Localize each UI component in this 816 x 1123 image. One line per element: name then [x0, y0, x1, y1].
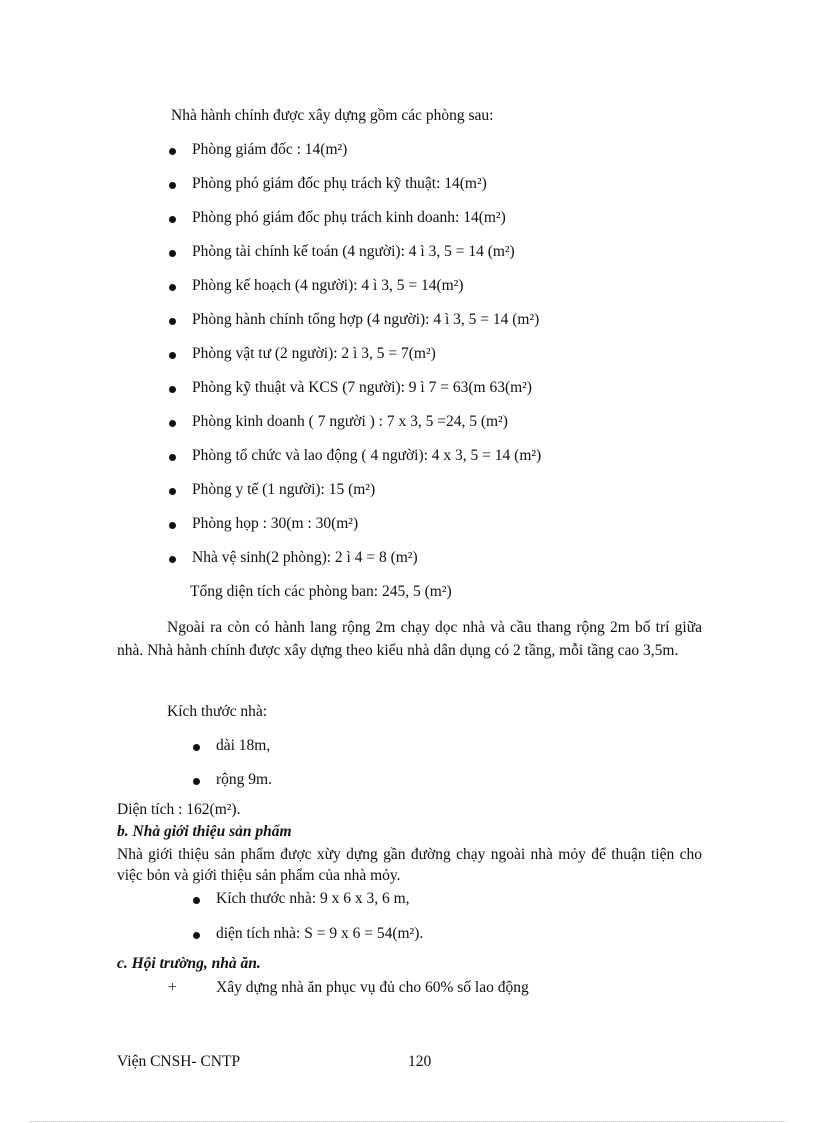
room-item [192, 345, 436, 363]
room-text: Nhà vệ sinh(2 phòng): 2 ì 4 = 8 (m²) [192, 549, 418, 566]
room-item [192, 515, 358, 533]
room-text: Phòng hành chính tổng hợp (4 người): 4 ì 3, 5 = 14 (m²) [192, 311, 540, 328]
section-b-item-text: diện tích nhà: S = 9 x 6 = 54(m²). [216, 925, 424, 942]
size-text: dài 18m, [216, 737, 271, 754]
section-c-title: c. Hội trường, nhà ăn. [117, 955, 261, 972]
room-item [192, 141, 347, 159]
bullet-icon [193, 744, 200, 751]
page-number: 120 [408, 1053, 432, 1070]
bullet-icon [169, 216, 176, 223]
room-text: Phòng tài chính kế toán (4 người): 4 ì 3, 5 = 14 (m²) [192, 243, 515, 260]
room-text: Phòng tổ chức và lao động ( 4 người): 4 x 3, 5 = 14 (m²) [192, 447, 542, 464]
bullet-icon [169, 284, 176, 291]
room-text: Phòng kế hoạch (4 người): 4 ì 3, 5 = 14(m²) [192, 277, 464, 294]
room-item [192, 379, 532, 397]
bullet-icon [169, 386, 176, 393]
room-item [192, 447, 541, 465]
room-text: Phòng phó giám đốc phụ trách kỹ thuật: 14(m²) [192, 175, 487, 192]
bullet-icon [193, 897, 200, 904]
room-item [192, 277, 464, 295]
room-text: Phòng giám đốc : 14(m²) [192, 141, 348, 158]
room-item [192, 243, 515, 261]
corridor-paragraph: Ngoài ra còn có hành lang rộng 2m chạy dọc nhà và cầu thang rộng 2m bố trí giữa nhà. Nhà hành chính được xây dựng theo kiểu nhà dân dụng có 2 tầng, mỗi tầng cao 3,5m. [117, 619, 702, 659]
page-bottom-divider [30, 1121, 786, 1122]
room-text: Phòng họp : 30(m : 30(m²) [192, 515, 359, 532]
section-b-text: Nhà giới thiệu sản phẩm được xừy dựng gần đường chạy ngoài nhà mỏy để thuận tiện cho việc bỏn và giới thiệu sản phẩm của nhà mỏy. [117, 846, 702, 884]
bullet-icon [169, 352, 176, 359]
section-b-title: b. Nhà giới thiệu sản phẩm [117, 823, 292, 840]
bullet-icon [169, 488, 176, 495]
bullet-icon [169, 454, 176, 461]
room-text: Phòng vật tư (2 người): 2 ì 3, 5 = 7(m²) [192, 345, 436, 362]
size-item [216, 737, 270, 755]
room-text: Phòng y tế (1 người): 15 (m²) [192, 481, 376, 498]
bullet-icon [169, 420, 176, 427]
bullet-icon [169, 250, 176, 257]
footer-institute: Viện CNSH- CNTP [117, 1053, 241, 1070]
room-item [192, 413, 508, 431]
bullet-icon [169, 148, 176, 155]
bullet-icon [169, 182, 176, 189]
bullet-icon [193, 778, 200, 785]
size-label: Kích thước nhà: [167, 703, 268, 720]
section-b-item-text: Kích thước nhà: 9 x 6 x 3, 6 m, [216, 890, 410, 907]
section-b-item [216, 925, 423, 943]
plus-marker: + [168, 979, 177, 996]
size-text: rộng 9m. [216, 771, 272, 788]
room-item [192, 311, 539, 329]
room-item [192, 175, 487, 193]
room-item [192, 209, 506, 227]
area-text: Diện tích : 162(m²). [117, 801, 241, 818]
intro-text: Nhà hành chính được xây dựng gồm các phòng sau: [171, 107, 494, 124]
bullet-icon [193, 932, 200, 939]
bullet-icon [169, 556, 176, 563]
bullet-icon [169, 318, 176, 325]
section-c-item: Xây dựng nhà ăn phục vụ đủ cho 60% số lao động [216, 979, 529, 996]
section-b-item [216, 890, 410, 908]
bullet-icon [169, 522, 176, 529]
total-area: Tổng diện tích các phòng ban: 245, 5 (m²) [190, 583, 452, 600]
room-text: Phòng kinh doanh ( 7 người ) : 7 x 3, 5 =24, 5 (m²) [192, 413, 508, 430]
size-item [216, 771, 272, 789]
room-text: Phòng kỹ thuật và KCS (7 người): 9 ì 7 = 63(m 63(m²) [192, 379, 532, 396]
room-item [192, 481, 375, 499]
room-text: Phòng phó giám đốc phụ trách kinh doanh: 14(m²) [192, 209, 506, 226]
room-item [192, 549, 418, 567]
